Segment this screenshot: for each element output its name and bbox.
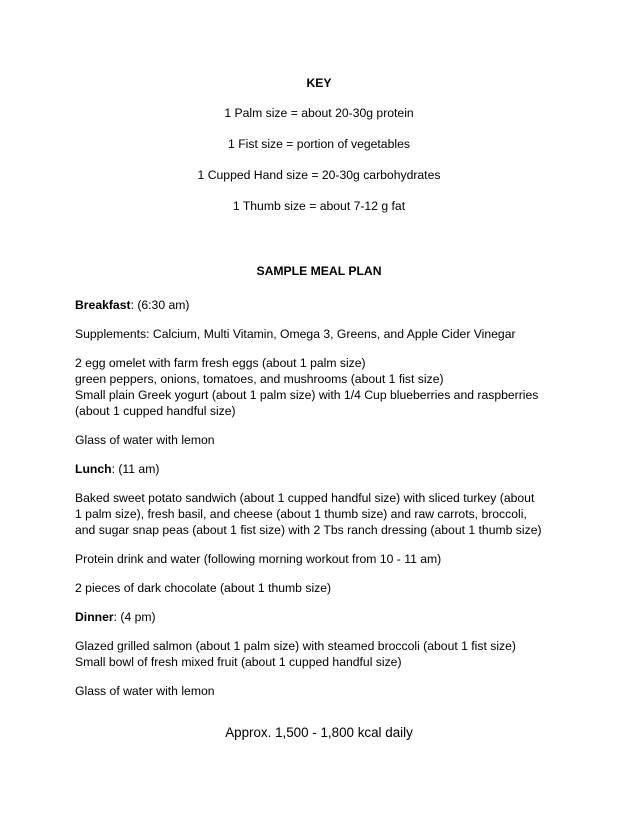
dinner-item: Glazed grilled salmon (about 1 palm size) with steamed broccoli (about 1 fist size): [75, 639, 516, 653]
key-line-thumb: 1 Thumb size = about 7-12 g fat: [232, 199, 406, 213]
lunch-item: 1 palm size), fresh basil, and cheese (about 1 thumb size) and raw carrots, broccoli,: [75, 507, 527, 521]
dinner-drink: Glass of water with lemon: [75, 684, 215, 698]
breakfast-item: (about 1 cupped handful size): [75, 404, 236, 418]
breakfast-time: : (6:30 am): [130, 298, 190, 312]
breakfast-heading: [75, 297, 575, 313]
daily-calorie-total: Approx. 1,500 - 1,800 kcal daily: [225, 725, 413, 740]
breakfast-drink: Glass of water with lemon: [75, 433, 215, 447]
lunch-item: and sugar snap peas (about 1 fist size) with 2 Tbs ranch dressing (about 1 thumb size): [75, 523, 542, 537]
breakfast-supplements: Supplements: Calcium, Multi Vitamin, Omega 3, Greens, and Apple Cider Vinegar: [75, 327, 516, 341]
key-line-palm: 1 Palm size = about 20-30g protein: [224, 106, 414, 120]
lunch-label: Lunch: [75, 462, 112, 476]
dinner-time: : (4 pm): [113, 610, 156, 624]
breakfast-item: 2 egg omelet with farm fresh eggs (about 1 palm size): [75, 356, 366, 370]
dinner-item: Small bowl of fresh mixed fruit (about 1 cupped handful size): [75, 655, 402, 669]
dinner-heading: [75, 609, 575, 625]
lunch-heading: [75, 461, 575, 477]
lunch-time: : (11 am): [111, 462, 160, 476]
meal-plan-body: [75, 297, 575, 699]
key-title: KEY: [306, 76, 332, 90]
lunch-snack: 2 pieces of dark chocolate (about 1 thumb size): [75, 581, 332, 595]
breakfast-label: Breakfast: [75, 298, 131, 312]
lunch-item: Baked sweet potato sandwich (about 1 cupped handful size) with sliced turkey (about: [75, 491, 535, 505]
breakfast-item: green peppers, onions, tomatoes, and mushrooms (about 1 fist size): [75, 372, 444, 386]
key-section: [0, 76, 638, 230]
dinner-label: Dinner: [75, 610, 114, 624]
lunch-protein-drink: Protein drink and water (following morning workout from 10 - 11 am): [75, 552, 442, 566]
meal-plan-title: SAMPLE MEAL PLAN: [256, 264, 382, 278]
key-line-fist: 1 Fist size = portion of vegetables: [228, 137, 410, 151]
key-line-cupped-hand: 1 Cupped Hand size = 20-30g carbohydrates: [197, 168, 441, 182]
breakfast-item: Small plain Greek yogurt (about 1 palm size) with 1/4 Cup blueberries and raspberries: [75, 388, 539, 402]
